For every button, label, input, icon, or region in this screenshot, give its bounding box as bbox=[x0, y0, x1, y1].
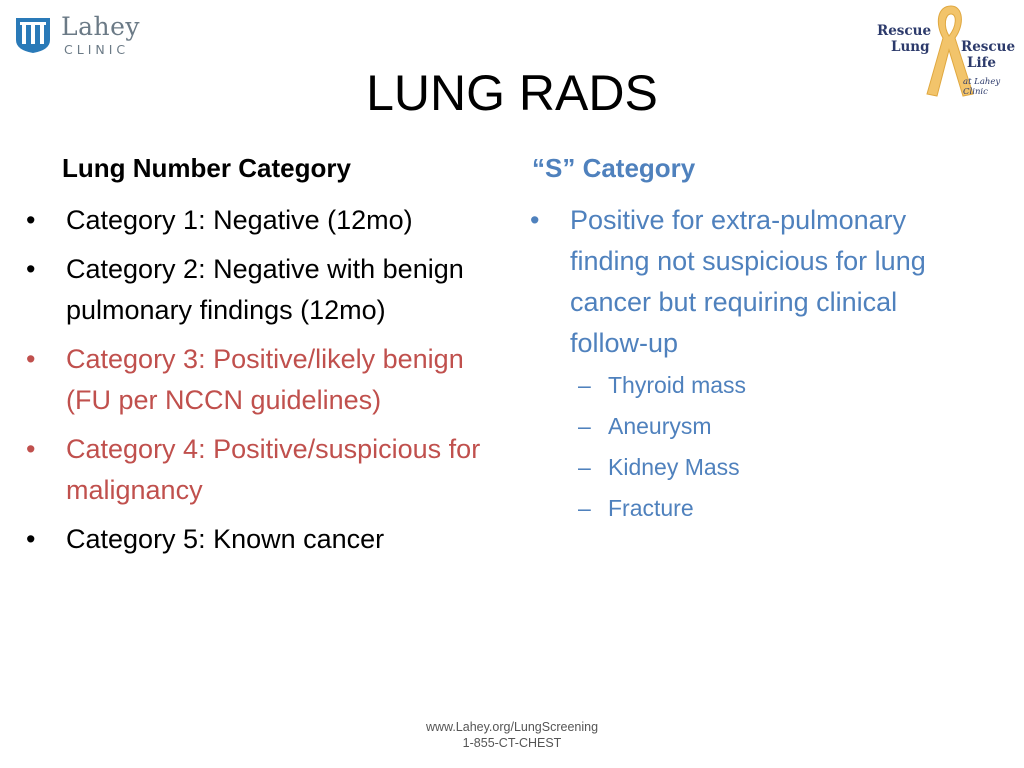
rescue-tagline: at Lahey Clinic bbox=[963, 77, 1001, 97]
list-item: • Category 1: Negative (12mo) bbox=[26, 205, 413, 235]
rescue-text-2: Lung bbox=[891, 39, 930, 55]
lahey-clinic-logo bbox=[14, 14, 154, 60]
footer-phone: 1-855-CT-CHEST bbox=[462, 736, 562, 750]
lung-number-category-list bbox=[26, 200, 506, 568]
lahey-shield-icon bbox=[14, 14, 52, 54]
sub-list-item: – Fracture bbox=[578, 495, 694, 521]
list-item: • Category 2: Negative with benign pulmonary findings (12mo) bbox=[26, 254, 464, 325]
lahey-name: Lahey bbox=[61, 12, 141, 41]
list-item: • Positive for extra-pulmonary finding not suspicious for lung cancer but requiring clinical follow-up – Thyroid mass – Aneurysm – Kidney Mass – Fracture bbox=[530, 200, 970, 526]
rescue-text-1: Rescue bbox=[877, 23, 932, 39]
sub-list-item: – Kidney Mass bbox=[578, 454, 740, 480]
list-item: • Category 4: Positive/suspicious for malignancy bbox=[26, 434, 481, 505]
right-column-heading: “S” Category bbox=[532, 153, 696, 183]
s-category-sublist bbox=[570, 368, 970, 526]
list-item: • Category 5: Known cancer bbox=[26, 524, 385, 554]
sub-list-item: – Thyroid mass bbox=[578, 372, 747, 398]
rescue-text-3: Rescue bbox=[961, 39, 1016, 55]
s-category-list bbox=[530, 200, 970, 534]
slide-title: LUNG RADS bbox=[366, 65, 658, 121]
left-column-heading: Lung Number Category bbox=[62, 153, 351, 183]
footer-url: www.Lahey.org/LungScreening bbox=[425, 720, 599, 734]
lahey-sub: CLINIC bbox=[64, 42, 130, 57]
list-item: • Category 3: Positive/likely benign (FU per NCCN guidelines) bbox=[26, 344, 464, 415]
sub-list-item: – Aneurysm bbox=[578, 413, 712, 439]
rescue-text-4: Life bbox=[967, 55, 997, 71]
